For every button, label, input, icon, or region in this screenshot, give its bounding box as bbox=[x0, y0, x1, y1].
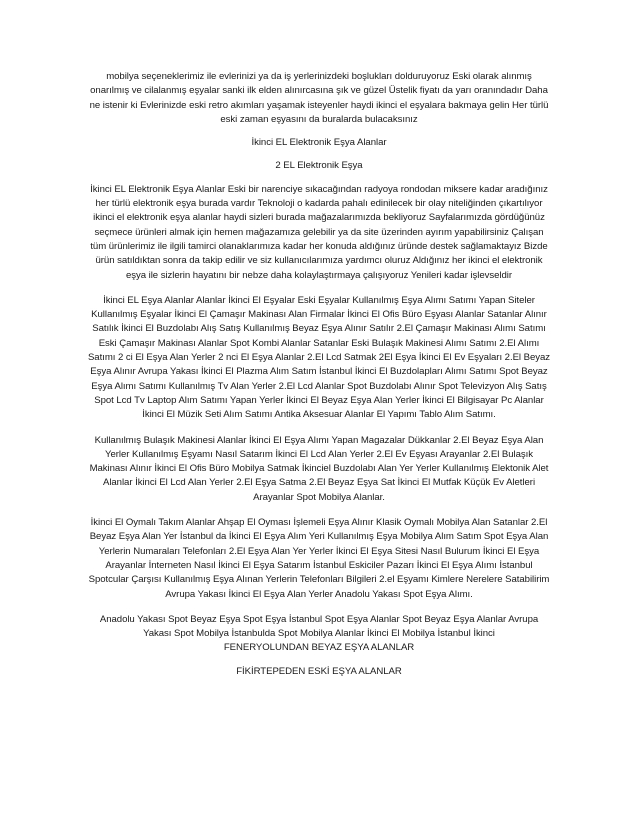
keywords-paragraph-2: Kullanılmış Bulaşık Makinesi Alanlar İkinci El Eşya Alımı Yapan Magazalar Dükkanlar 2.El Beyaz Eşya Alan Yerler Kullanılmış Eşyamı Nasıl Satarım İkinci El Lcd Alan Yerler 2.El Ev Eşyası Arayanlar 2.El Bulaşık Makinası Alınır İkinci El Ofis Büro Mobilya Satmak İkinciel Buzdolabı Alan Yer Yerler Kullanılmış Elektonik Alet Alanlar İkinci El Lcd Alan Yerler 2.El Eşya Satma 2.El Beyaz Eşya Sat İkinci El Mutfak Küçük Ev Aletleri Arayanlar Spot Mobilya Alanlar. bbox=[89, 434, 549, 503]
electronics-paragraph: İkinci EL Elektronik Eşya Alanlar Eski bir narenciye sıkacağından radyoya rondodan miksere kadar aradığınız her türlü elektronik eşya burada vardır Teknoloji o kadarda pahalı edinilecek bir olay niteliğinden çıkartılıyor ikinci el elektronik eşya alanlar haydi sizleri burada mağazalarımızda bekliyoruz Sayfalarımızda gördüğünüz seçmece ürünleri almak için hemen mağazamıza gelebilir ya da site üzerinden ayırım yapabilirsiniz Çalışan tüm ürünlerimiz ile ilgili tamirci olanaklarımıza kadar her konuda aldığınız üründe destek sağlamaktayız Bizde ürün satıldıktan sonra da takip edilir ve siz kullanıcılarımıza yardımcı oluruz Aldığınız her ikinci el elektronik eşya ile sizlerin hayatını bir nebze daha kolaylaştırmaya çalışıyoruz Yenileri kadar işlevseldir bbox=[90, 183, 548, 281]
feneryolu-heading: FENERYOLUNDAN BEYAZ EŞYA ALANLAR bbox=[223, 642, 415, 654]
intro-paragraph: mobilya seçeneklerimiz ile evlerinizi ya da iş yerlerinizdeki boşlukları dolduruyoruz Eski olarak alınmış onarılmış ve cilalanmış eşyalar sanki ilk elden alınırcasına şık ve güzel Üstelik fiyatı da yarı oranındadır Daha ne istenir ki Evlerinizde eski retro akımları yaşamak isteyenler haydi ikinci el eşyalara bakmaya gelin Her türlü eski zaman eşyasını da buralarda bulacaksınız bbox=[89, 71, 549, 125]
section-subheading: 2 EL Elektronik Eşya bbox=[275, 160, 363, 172]
fikirtepe-heading: FİKİRTEPEDEN ESKİ EŞYA ALANLAR bbox=[236, 665, 402, 677]
keywords-paragraph-1: İkinci EL Eşya Alanlar Alanlar İkinci El Eşyalar Eski Eşyalar Kullanılmış Eşya Alımı Satımı Yapan Siteler Kullanılmış Eşyalar İkinci El Çamaşır Makinası Alan Firmalar İkinci El Ofis Büro Eşyası Alanlar Satanlar Alınır Satılık İkinci El Buzdolabı Alış Satış Kullanılmış Beyaz Eşya Alınır Satılır 2.El Çamaşır Makinası Alımı Satımı Eski Çamaşır Makinası Alanlar Spot Kombi Alanlar Satanlar Eski Bulaşık Makinesi Alımı Satımı 2.El Alımı Satımı 2 ci El Eşya Alan Yerler 2 nci El Eşya Alanlar 2.El Lcd Satmak 2El Eşya İkinci El Ev Eşyaları 2.El Beyaz Eşya Alınır Avrupa Yakası İkinci El Plazma Alım Satım İstanbul İkinci El Buzdolapları Alımı Satımı Spot Beyaz Eşya Alımı Satımı Kullanılmış Tv Alan Yerler 2.El Lcd Alanlar Spot Buzdolabı Alınır Spot Televizyon Alış Satış Spot Lcd Tv Laptop Alım Satımı Yapan Yerler İkinci El Beyaz Eşya Alan Yerler İkinci El Bilgisayar Pc Alanlar İkinci El Müzik Seti Alım Satımı Antika Aksesuar Alanlar El Yapımı Tablo Alım Satımı. bbox=[87, 294, 551, 421]
keywords-paragraph-4: Anadolu Yakası Spot Beyaz Eşya Spot Eşya İstanbul Spot Eşya Alanlar Spot Beyaz Eşya Alanlar Avrupa Yakası Spot Mobilya İstanbulda Spot Mobilya Alanlar İkinci El Mobilya İstanbul İkinci bbox=[99, 613, 539, 640]
keywords-paragraph-3: İkinci El Oymalı Takım Alanlar Ahşap El Oyması İşlemeli Eşya Alınır Klasik Oymalı Mobilya Alan Satanlar 2.El Beyaz Eşya Alan Yer İstanbul da İkinci El Eşya Alım Yeri Kullanılmış Eşya Mobilya Alım Satım Spot Eşya Alan Yerlerin Numaraları Telefonları 2.El Eşya Alan Yer Yerler İkinci El Eşya Sitesi Nasıl Bulurum İkinci El Eşya Arayanlar İnterneten Nasıl İkinci El Eşya Satarım İstanbul Eskiciler Pazarı İkinci El Eşya Alımı İstanbul Spotcular Çarşısı Kullanılmış Eşya Alınan Yerlerin Telefonları Bilgileri 2.el Eşyamı Kimlere Nerelere Satabilirim Avrupa Yakası İkinci El Eşya Alan Yerler Anadolu Yakası Spot Eşya Alımı. bbox=[88, 517, 550, 600]
document-page bbox=[86, 70, 552, 679]
section-heading-electronics: İkinci EL Elektronik Eşya Alanlar bbox=[251, 137, 387, 149]
